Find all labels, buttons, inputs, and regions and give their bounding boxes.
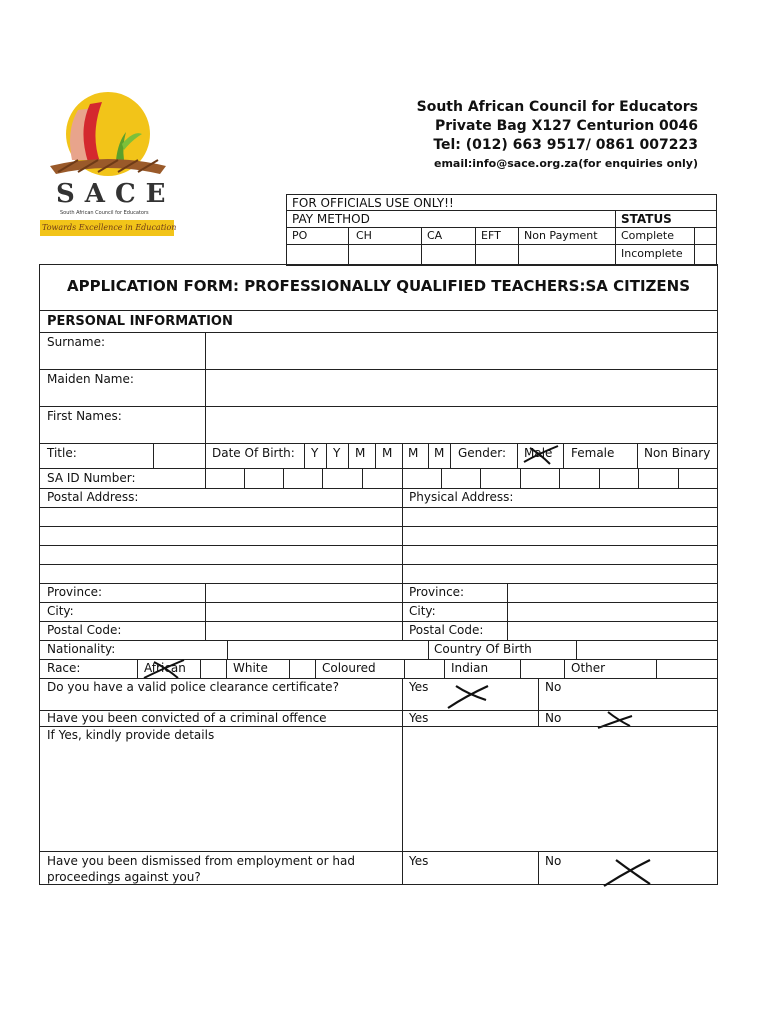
- gender-male: Male: [524, 446, 553, 460]
- dob-month-4: M: [434, 446, 445, 460]
- country-of-birth-label: Country Of Birth: [434, 642, 532, 656]
- details-field[interactable]: [403, 727, 717, 851]
- logo-subtitle: South African Council for Educators: [60, 210, 149, 216]
- dob-label: Date Of Birth:: [212, 446, 295, 460]
- postal-address-label: Postal Address:: [47, 490, 139, 504]
- dob-year-2: Y: [333, 446, 341, 460]
- race-african: African: [144, 661, 186, 675]
- dismissed-question-line-1: Have you been dismissed from employment or had: [47, 854, 355, 868]
- first-names-label: First Names:: [47, 409, 122, 423]
- surname-field[interactable]: [206, 333, 717, 369]
- physical-province-label: Province:: [409, 585, 465, 599]
- title-label: Title:: [47, 446, 77, 460]
- status-complete: Complete: [621, 229, 675, 242]
- dismissed-question-line-2: proceedings against you?: [47, 870, 201, 884]
- sace-logo: [38, 90, 178, 238]
- pay-non-payment: Non Payment: [524, 229, 598, 242]
- convicted-yes-label: Yes: [409, 711, 429, 725]
- org-address: Private Bag X127 Centurion 0046: [434, 118, 698, 134]
- sa-id-label: SA ID Number:: [47, 471, 136, 485]
- dismissed-yes-label: Yes: [409, 854, 429, 868]
- pay-ca: CA: [427, 229, 443, 242]
- postal-city-label: City:: [47, 604, 74, 618]
- maiden-name-label: Maiden Name:: [47, 372, 134, 386]
- pay-eft: EFT: [481, 229, 501, 242]
- police-yes-cross-mark: [442, 680, 492, 712]
- gender-female: Female: [571, 446, 615, 460]
- dob-month-3: M: [408, 446, 419, 460]
- org-email: email:info@sace.org.za(for enquiries only): [434, 157, 698, 170]
- gender-non-binary: Non Binary: [644, 446, 711, 460]
- race-other: Other: [571, 661, 606, 675]
- org-name: South African Council for Educators: [416, 99, 698, 115]
- officials-title: FOR OFFICIALS USE ONLY!!: [292, 196, 454, 210]
- maiden-name-field[interactable]: [206, 370, 717, 406]
- first-names-field[interactable]: [206, 407, 717, 443]
- convicted-no-label: No: [545, 711, 562, 725]
- surname-label: Surname:: [47, 335, 106, 349]
- convicted-question: Have you been convicted of a criminal offence: [47, 711, 327, 725]
- form-title: APPLICATION FORM: PROFESSIONALLY QUALIFIED TEACHERS:SA CITIZENS: [66, 277, 691, 295]
- physical-city-label: City:: [409, 604, 436, 618]
- race-indian: Indian: [451, 661, 489, 675]
- details-label: If Yes, kindly provide details: [47, 728, 215, 742]
- postal-code-label: Postal Code:: [47, 623, 122, 637]
- pay-po: PO: [292, 229, 308, 242]
- nationality-label: Nationality:: [47, 642, 116, 656]
- logo-acronym: SACE: [56, 179, 176, 209]
- dob-year-1: Y: [311, 446, 319, 460]
- logo-tagline: Towards Excellence in Education: [42, 223, 177, 232]
- police-clearance-question: Do you have a valid police clearance certificate?: [47, 680, 339, 694]
- dob-month-1: M: [355, 446, 366, 460]
- physical-address-label: Physical Address:: [409, 490, 514, 504]
- status-incomplete: Incomplete: [621, 247, 683, 260]
- postal-province-label: Province:: [47, 585, 103, 599]
- pay-method-label: PAY METHOD: [292, 212, 370, 226]
- section-personal-info: PERSONAL INFORMATION: [47, 314, 233, 329]
- gender-label: Gender:: [458, 446, 507, 460]
- dob-month-2: M: [382, 446, 393, 460]
- police-no-label: No: [545, 680, 562, 694]
- status-label: STATUS: [621, 212, 672, 226]
- pay-ch: CH: [356, 229, 372, 242]
- police-yes-label: Yes: [409, 680, 429, 694]
- race-white: White: [233, 661, 268, 675]
- dismissed-no-label: No: [545, 854, 562, 868]
- race-label: Race:: [47, 661, 81, 675]
- race-coloured: Coloured: [322, 661, 376, 675]
- org-tel: Tel: (012) 663 9517/ 0861 007223: [433, 137, 698, 153]
- dismissed-no-cross-mark: [600, 856, 656, 890]
- male-cross-mark: [520, 442, 564, 468]
- physical-code-label: Postal Code:: [409, 623, 484, 637]
